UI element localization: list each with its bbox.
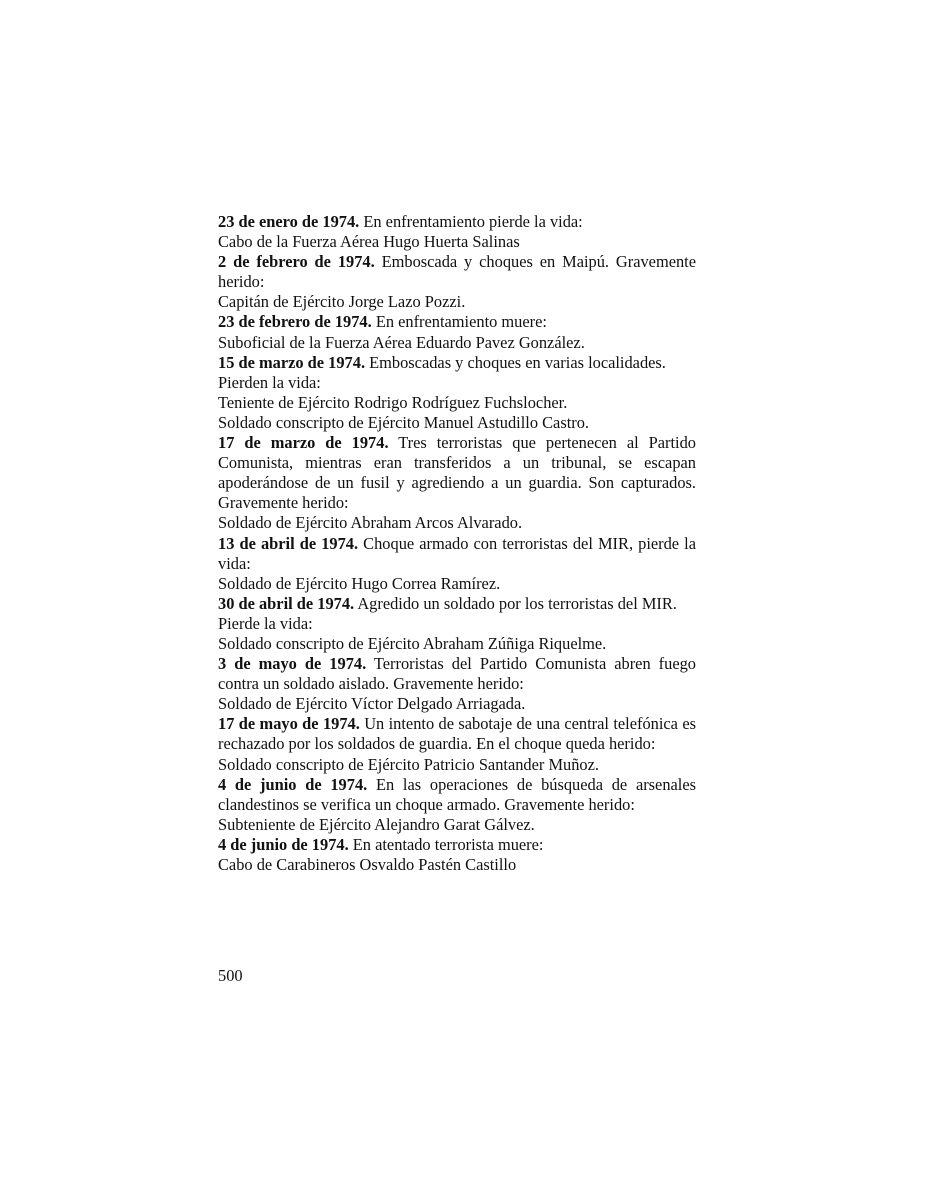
entry-date: 3 de mayo de 1974. [218, 654, 367, 674]
entry-event: Emboscada y choques en Maipú. Gravemente herido: [218, 252, 696, 292]
page-body [218, 212, 696, 875]
entry-event: En atentado terrorista muere: [348, 834, 544, 854]
entry-date: 13 de abril de 1974. [218, 533, 359, 553]
entry-event: En las operaciones de búsqueda de arsenales clandestinos se verifica un choque armado. Gravemente herido: [218, 774, 697, 814]
entry-person: Suboficial de la Fuerza Aérea Eduardo Pavez González. [218, 332, 585, 352]
entry-heading [218, 353, 696, 373]
entry-heading [218, 433, 696, 513]
entry-person: Pierde la vida: [218, 613, 313, 633]
entry-date: 4 de junio de 1974. [218, 774, 368, 794]
entry-person: Soldado de Ejército Víctor Delgado Arriagada. [218, 694, 526, 714]
entry-person: Soldado conscripto de Ejército Patricio Santander Muñoz. [218, 754, 599, 774]
entry-event: Agredido un soldado por los terroristas del MIR. [354, 593, 677, 613]
entry-event: En enfrentamiento pierde la vida: [359, 212, 583, 231]
entry-date: 4 de junio de 1974. [218, 834, 349, 854]
entry-heading [218, 654, 696, 694]
entry-person: Soldado conscripto de Ejército Abraham Zúñiga Riquelme. [218, 633, 607, 653]
entry-person: Soldado de Ejército Hugo Correa Ramírez. [218, 573, 501, 593]
entry-heading [218, 835, 696, 855]
entry-date: 17 de mayo de 1974. [218, 714, 360, 734]
entry-heading [218, 534, 696, 574]
entry-date: 23 de febrero de 1974. [218, 312, 372, 332]
entry-person: Cabo de Carabineros Osvaldo Pastén Castillo [218, 855, 517, 874]
entry-event: Un intento de sabotaje de una central telefónica es rechazado por los soldados de guardia. En el choque queda herido: [218, 714, 696, 754]
entry-event: Choque armado con terroristas del MIR, pierde la vida: [218, 533, 696, 573]
entry-person: Cabo de la Fuerza Aérea Hugo Huerta Salinas [218, 232, 520, 252]
entry-event: Emboscadas y choques en varias localidades. [365, 352, 666, 372]
entry-event: Tres terroristas que pertenecen al Partido Comunista, mientras eran transferidos a un tribunal, se escapan apoderándose de un fusil y agrediendo a un guardia. Son capturados. Gravemente herido: [218, 433, 696, 513]
entry-person: Soldado conscripto de Ejército Manuel Astudillo Castro. [218, 412, 590, 432]
entry-person: Pierden la vida: [218, 372, 321, 392]
entry-date: 23 de enero de 1974. [218, 212, 360, 231]
entry-heading [218, 212, 696, 232]
entry-person: Teniente de Ejército Rodrigo Rodríguez Fuchslocher. [218, 392, 568, 412]
entry-date: 15 de marzo de 1974. [218, 352, 366, 372]
entry-person: Capitán de Ejército Jorge Lazo Pozzi. [218, 292, 466, 312]
entry-heading [218, 714, 696, 754]
entry-heading [218, 594, 696, 614]
entry-date: 30 de abril de 1974. [218, 593, 355, 613]
entry-heading [218, 312, 696, 332]
entry-date: 17 de marzo de 1974. [218, 433, 389, 453]
entry-event: Terroristas del Partido Comunista abren fuego contra un soldado aislado. Gravemente herido: [218, 654, 696, 694]
entry-heading [218, 775, 696, 815]
entry-person: Subteniente de Ejército Alejandro Garat Gálvez. [218, 814, 535, 834]
entry-event: En enfrentamiento muere: [371, 312, 547, 332]
page-number: 500 [218, 966, 243, 985]
entry-heading [218, 252, 696, 292]
entry-date: 2 de febrero de 1974. [218, 252, 375, 272]
entry-person: Soldado de Ejército Abraham Arcos Alvarado. [218, 513, 523, 533]
